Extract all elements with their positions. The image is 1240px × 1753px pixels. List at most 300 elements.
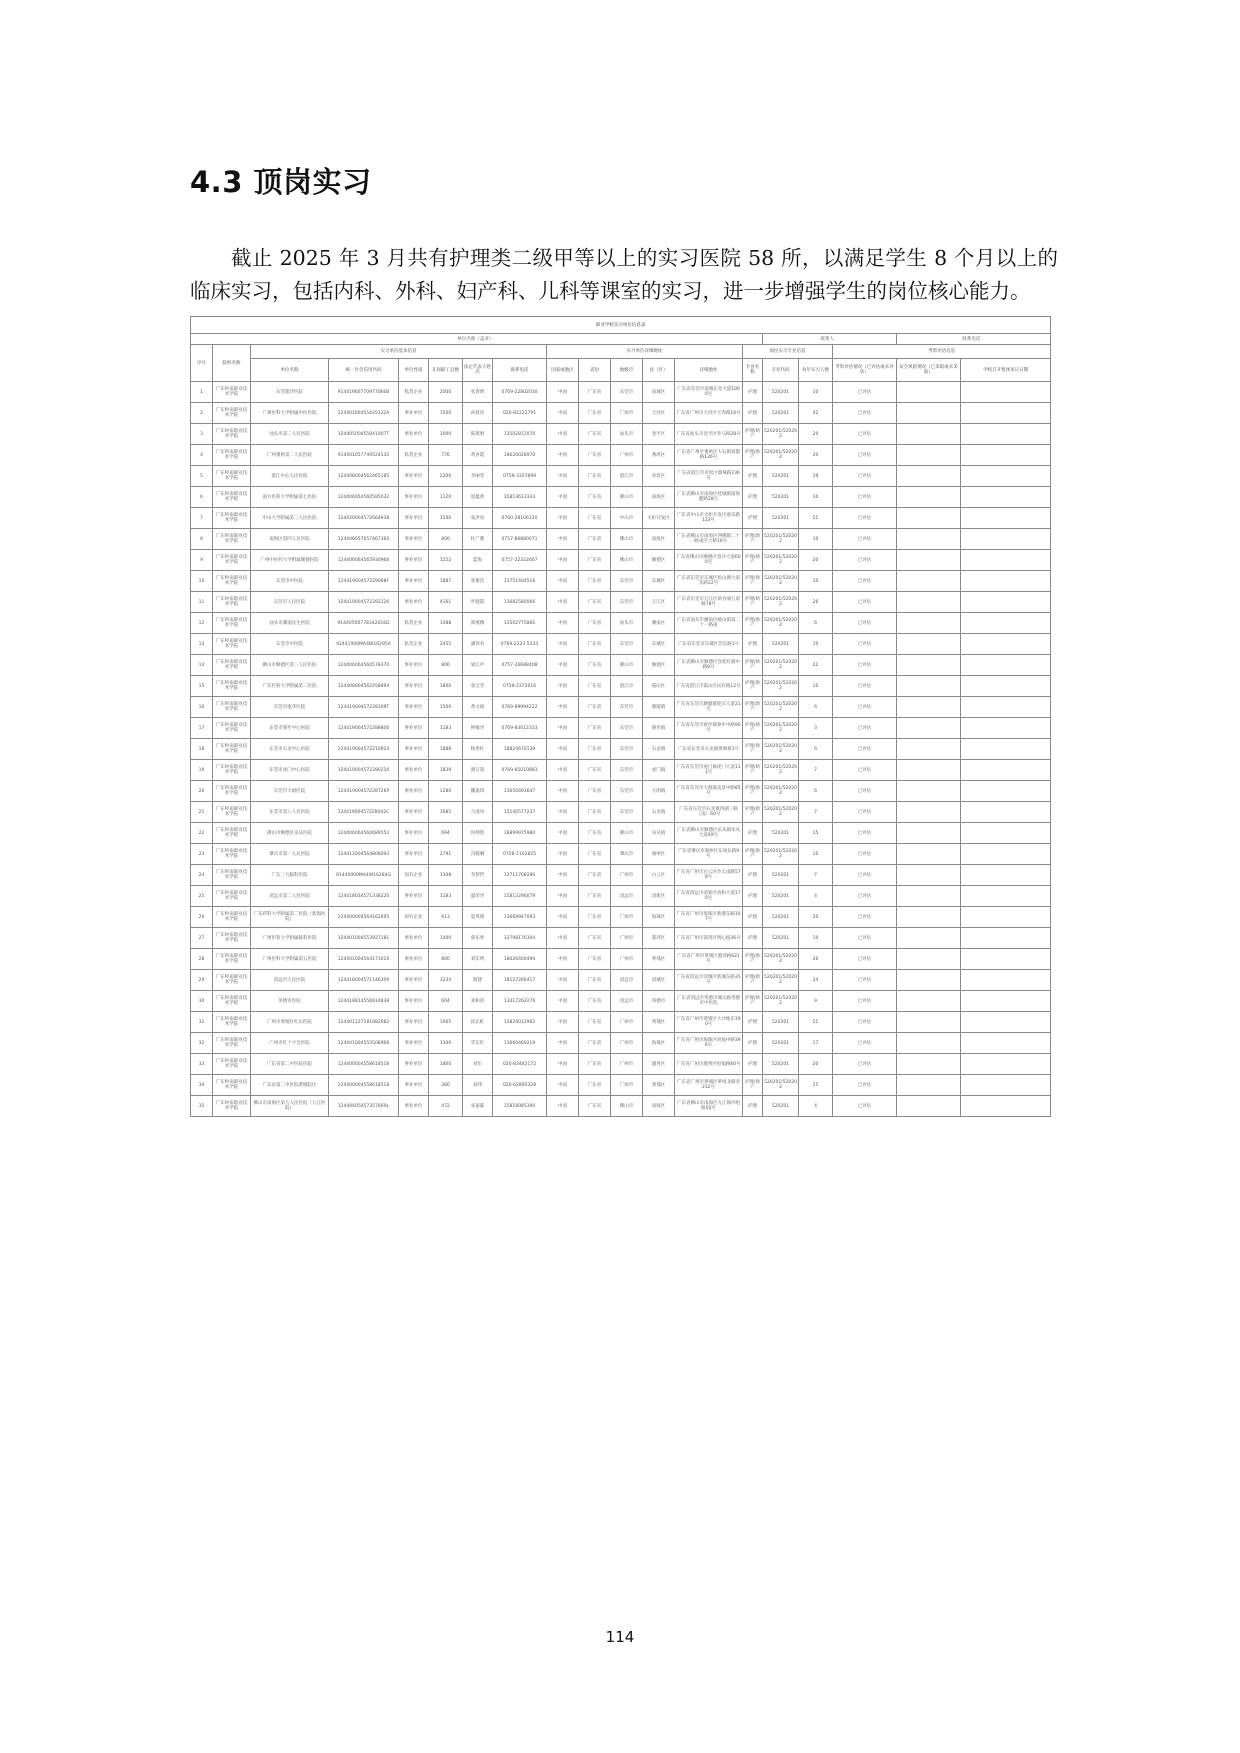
table-cell: 护理/助产	[743, 781, 763, 802]
table-row	[191, 844, 1051, 865]
table-cell: 12441900457229088F	[329, 571, 399, 592]
col-header: 安全风险情况（已采取或未采取）	[897, 359, 961, 382]
table-cell: 护理/助产	[743, 550, 763, 571]
table-cell: 广州医科大学附属第五医院	[251, 949, 329, 970]
table-cell: 0769-2223 5333	[493, 634, 547, 655]
table-cell	[897, 886, 961, 907]
table-cell: 汕头市	[611, 424, 643, 445]
table-cell	[961, 508, 1051, 529]
table-cell: 广东岭南职业技术学院	[213, 928, 251, 949]
table-cell: 广东药科大学附属第二医院（新海医院）	[251, 907, 329, 928]
col-header: 省份	[579, 359, 611, 382]
table-cell: 6	[799, 739, 833, 760]
table-row	[191, 592, 1051, 613]
table-cell: 1	[191, 382, 213, 403]
table-cell: 汕头市	[611, 613, 643, 634]
table-cell: 广东省	[579, 466, 611, 487]
table-cell: 中国	[547, 487, 579, 508]
table-cell: 东莞市中医院	[251, 634, 329, 655]
table-cell	[961, 823, 1051, 844]
table-cell	[961, 424, 1051, 445]
group-header-basic: 实习单位基本信息	[251, 345, 547, 359]
table-cell: 广州市	[611, 928, 643, 949]
table-cell: 冯晓琳	[463, 844, 493, 865]
table-cell: 已评估	[833, 781, 897, 802]
table-cell: 1252	[429, 550, 463, 571]
table-cell: 0757-22322607	[493, 550, 547, 571]
table-cell: 15	[191, 676, 213, 697]
table-cell: 中国	[547, 1075, 579, 1096]
table-cell: 事业单位	[399, 781, 429, 802]
table-cell: 私营企业	[399, 613, 429, 634]
table-cell	[961, 550, 1051, 571]
table-cell: 护理	[743, 508, 763, 529]
table-cell: 25	[191, 886, 213, 907]
table-cell: 清远市人民医院	[251, 970, 329, 991]
table-cell: 顺德区	[643, 655, 675, 676]
table-cell: 事业单位	[399, 676, 429, 697]
table-cell: 33	[191, 1054, 213, 1075]
table-cell: 南方医科大学附属第七医院	[251, 487, 329, 508]
table-cell: 21	[799, 1012, 833, 1033]
page-number: 114	[605, 1628, 635, 1646]
table-cell: 16	[191, 697, 213, 718]
table-cell: 已评估	[833, 487, 897, 508]
phone-label: 联系电话：	[897, 334, 1051, 345]
table-cell: 91440500778342016D	[329, 613, 399, 634]
table-cell: 霞山区	[643, 676, 675, 697]
table-cell: 已评估	[833, 844, 897, 865]
table-cell: 事业单位	[399, 508, 429, 529]
table-cell: 13798176304	[493, 928, 547, 949]
col-header: 单位名称	[251, 359, 329, 382]
table-cell: 中国	[547, 1054, 579, 1075]
table-cell: 124406064560689553	[329, 823, 399, 844]
table-cell: 12440100455435122A	[329, 403, 399, 424]
table-cell: 魏嘉琪	[463, 781, 493, 802]
table-cell: 广东岭南职业技术学院	[213, 655, 251, 676]
table-cell: 26	[191, 907, 213, 928]
table-cell: 护理/助产	[743, 760, 763, 781]
table-row	[191, 949, 1051, 970]
table-cell: 肇庆市	[611, 844, 643, 865]
table-cell: 124419004572288806	[329, 718, 399, 739]
table-cell: 1888	[429, 739, 463, 760]
table-cell	[897, 991, 961, 1012]
table-cell: 事业单位	[399, 655, 429, 676]
table-cell: 广东岭南职业技术学院	[213, 718, 251, 739]
table-cell: 寮步镇	[643, 718, 675, 739]
table-cell: 520201/520202	[763, 991, 799, 1012]
table-cell: 端州区	[643, 844, 675, 865]
table-cell: 广东省	[579, 676, 611, 697]
col-header: 地级市	[611, 359, 643, 382]
table-cell: 10	[799, 571, 833, 592]
unit-name-label: 单位名称（盖章）：	[191, 334, 763, 345]
table-row	[191, 928, 1051, 949]
table-cell	[961, 781, 1051, 802]
table-cell: 已评估	[833, 886, 897, 907]
table-cell	[897, 781, 961, 802]
col-header: 联系电话	[493, 359, 547, 382]
table-cell: 472	[429, 1096, 463, 1117]
table-cell: 护理/助产	[743, 802, 763, 823]
table-cell: 广东省广州市白云区沙太南路578号	[675, 865, 743, 886]
table-cell: 4	[799, 886, 833, 907]
col-header: 详细地址	[675, 359, 743, 382]
table-cell: 护理	[743, 466, 763, 487]
table-cell: 黄埔区	[643, 1075, 675, 1096]
table-cell: 佛山市	[611, 1096, 643, 1117]
table-cell: 李丽雯	[463, 466, 493, 487]
table-cell: 海珠区	[643, 907, 675, 928]
table-cell	[897, 634, 961, 655]
table-cell: 124419004572210924	[329, 739, 399, 760]
table-cell: 广东省佛山市顺德区乐从镇乐从大道49号	[675, 823, 743, 844]
table-cell: 广东省广州市黄埔区大沙地东190号	[675, 1012, 743, 1033]
table-cell: 广州市	[611, 1075, 643, 1096]
table-cell: 124412004564808093	[329, 844, 399, 865]
table-cell: 800	[429, 949, 463, 970]
table-cell: 张宝芳	[463, 676, 493, 697]
table-cell: 中国	[547, 1012, 579, 1033]
col-header: 专业代码	[763, 359, 799, 382]
table-cell: 7	[799, 802, 833, 823]
table-cell: 广州市	[611, 1054, 643, 1075]
table-cell: 中国	[547, 403, 579, 424]
table-cell: 叶晓霞	[463, 592, 493, 613]
table-cell	[897, 550, 961, 571]
table-cell: 广东省	[579, 508, 611, 529]
table-cell: 13417262276	[493, 991, 547, 1012]
table-cell: 南海区	[643, 529, 675, 550]
table-cell: 广东省东莞市南城东莞大道1000号	[675, 382, 743, 403]
table-cell: 3	[799, 718, 833, 739]
table-cell: 11	[191, 592, 213, 613]
table-row	[191, 781, 1051, 802]
table-cell	[961, 676, 1051, 697]
table-cell: 张洪亮	[463, 508, 493, 529]
table-cell: 8	[191, 529, 213, 550]
table-cell: 佛山市	[611, 655, 643, 676]
table-cell	[897, 697, 961, 718]
table-cell: 广东省	[579, 886, 611, 907]
table-cell: 10	[191, 571, 213, 592]
col-header: 单位性质	[399, 359, 429, 382]
table-cell: 护理/助产	[743, 445, 763, 466]
table-cell: 东莞市寮步中心医院	[251, 718, 329, 739]
table-cell: 护理/助产	[743, 529, 763, 550]
table-cell: 中国	[547, 928, 579, 949]
table-cell: 124406057657467360	[329, 529, 399, 550]
table-cell: 已评估	[833, 991, 897, 1012]
table-cell: 已评估	[833, 508, 897, 529]
table-cell: 广东岭南职业技术学院	[213, 697, 251, 718]
table-cell: 梁江声	[463, 655, 493, 676]
table-cell: 白云区	[643, 865, 675, 886]
table-cell	[897, 1054, 961, 1075]
table-cell: 520201/520202	[763, 571, 799, 592]
table-cell: 15813613333	[493, 487, 547, 508]
table-cell: 肇庆市第一人民医院	[251, 844, 329, 865]
table-cell: 事业单位	[399, 1033, 429, 1054]
table-cell: 广东省东莞市石龙镇黄洲祖1号	[675, 739, 743, 760]
table-cell: 23	[191, 844, 213, 865]
table-cell: 护理/助产	[743, 592, 763, 613]
table-row	[191, 718, 1051, 739]
table-cell: 9	[191, 550, 213, 571]
table-cell	[897, 1012, 961, 1033]
table-cell: 温荣华	[463, 886, 493, 907]
section-title: 4.3 顶岗实习	[190, 165, 372, 199]
table-cell: 13	[191, 634, 213, 655]
table-cell	[961, 592, 1051, 613]
table-cell: 1120	[429, 487, 463, 508]
table-cell: 广东省广州市荔湾区明心路36号	[675, 928, 743, 949]
table-cell	[897, 424, 961, 445]
table-cell: 1000	[429, 424, 463, 445]
table-cell: 孙晨洋	[463, 403, 493, 424]
table-cell: 清远市	[611, 886, 643, 907]
table-row	[191, 886, 1051, 907]
table-cell: 广东省	[579, 739, 611, 760]
table-cell: 已评估	[833, 865, 897, 886]
table-cell: 广东省	[579, 844, 611, 865]
table-cell: 520201/520202	[763, 613, 799, 634]
table-cell: 广东省汕头市金平区外马路28号	[675, 424, 743, 445]
table-cell: 2455	[429, 634, 463, 655]
table-cell: 潘伟名	[463, 634, 493, 655]
table-cell: 事业单位	[399, 886, 429, 907]
table-cell: 已评估	[833, 1075, 897, 1096]
table-cell: 事业单位	[399, 718, 429, 739]
table-cell: 广东岭南职业技术学院	[213, 1054, 251, 1075]
table-cell: 南海区第四人民医院	[251, 529, 329, 550]
table-cell	[897, 655, 961, 676]
table-cell: 13669947093	[493, 907, 547, 928]
table-cell: 广东岭南职业技术学院	[213, 382, 251, 403]
table-cell: 护理	[743, 1033, 763, 1054]
table-cell: 广东省东莞市大朗镇美景中路85号	[675, 781, 743, 802]
table-cell: 护理/助产	[743, 571, 763, 592]
table-cell: 清城区	[643, 970, 675, 991]
table-cell: 广东省	[579, 970, 611, 991]
table-cell: 10	[799, 928, 833, 949]
table-cell: 5	[191, 466, 213, 487]
table-row	[191, 970, 1051, 991]
table-cell: 东莞市康华医院	[251, 697, 329, 718]
table-cell: 10	[799, 844, 833, 865]
table-cell	[961, 1012, 1051, 1033]
table-cell: 中国	[547, 571, 579, 592]
table-cell: 520201	[763, 466, 799, 487]
table-cell: 31	[191, 1012, 213, 1033]
table-cell: 番禺区	[643, 445, 675, 466]
table-cell: 520201/520202	[763, 445, 799, 466]
table-cell: 护理	[743, 487, 763, 508]
table-cell: 694	[429, 823, 463, 844]
table-cell: 124408004562458894	[329, 676, 399, 697]
table-cell: 广东岭南职业技术学院	[213, 1012, 251, 1033]
table-cell: 广东省	[579, 823, 611, 844]
table-cell: 广东省东莞市石龙镇西湖三路（南）60号	[675, 802, 743, 823]
table-cell: 21	[799, 508, 833, 529]
table-cell: 520201	[763, 928, 799, 949]
table-cell: 中国	[547, 949, 579, 970]
table-cell: 南海区	[643, 1096, 675, 1117]
table-cell: 91441900770977066B	[329, 382, 399, 403]
table-cell: 广东省	[579, 487, 611, 508]
table-cell: 已评估	[833, 655, 897, 676]
table-cell: 护理/助产	[743, 970, 763, 991]
table-cell: 广东省	[579, 865, 611, 886]
table-cell: 中国	[547, 991, 579, 1012]
table-cell: 124418004571146309	[329, 970, 399, 991]
table-cell: 广州医科大学附属脑科医院	[251, 928, 329, 949]
table-cell: 荔湾区	[643, 928, 675, 949]
table-cell: 事业单位	[399, 928, 429, 949]
table-cell: 1400	[429, 928, 463, 949]
table-cell: 英德市	[643, 991, 675, 1012]
table-cell: 护理/助产	[743, 718, 763, 739]
table-cell: 佛山市	[611, 529, 643, 550]
table-cell: 华东红	[463, 1033, 493, 1054]
table-cell: 东莞康华医院	[251, 382, 329, 403]
table-cell: 广东省广州市黄埔区港湾路621号	[675, 949, 743, 970]
table-cell: 124401127181982682	[329, 1012, 399, 1033]
table-cell: 13824012962	[493, 1012, 547, 1033]
col-header: 每年实习人数	[799, 359, 833, 382]
table-cell	[897, 928, 961, 949]
table-cell: 13751404516	[493, 571, 547, 592]
col-header: 专业名称	[743, 359, 763, 382]
table-row	[191, 1096, 1051, 1117]
table-cell: 事业单位	[399, 1012, 429, 1033]
table-cell: 32	[191, 1033, 213, 1054]
table-cell: 42	[799, 403, 833, 424]
table-cell: 佛山市顺德区乐从医院	[251, 823, 329, 844]
table-cell: 22	[191, 823, 213, 844]
table-cell: 夏英瑞	[463, 907, 493, 928]
table-cell: 中国	[547, 424, 579, 445]
table-cell: 广东岭南职业技术学院	[213, 529, 251, 550]
table-cell: 0759-2372016	[493, 676, 547, 697]
table-cell: 潮南区	[643, 613, 675, 634]
table-cell: 18824670139	[493, 739, 547, 760]
table-cell: 中国	[547, 676, 579, 697]
table-cell: 事业单位	[399, 1096, 429, 1117]
table-cell: 520201	[763, 1033, 799, 1054]
group-header-address: 实习单位详细地址	[547, 345, 743, 359]
table-row	[191, 613, 1051, 634]
table-cell: 中国	[547, 1033, 579, 1054]
table-cell	[961, 907, 1051, 928]
table-cell	[961, 529, 1051, 550]
table-cell: 中国	[547, 781, 579, 802]
table-cell: 29	[191, 970, 213, 991]
table-cell: 国有企业	[399, 865, 429, 886]
table-cell: 已评估	[833, 403, 897, 424]
table-cell: 0769-83012333	[493, 718, 547, 739]
table-cell: 21	[191, 802, 213, 823]
table-cell: 广州市	[611, 1012, 643, 1033]
table-cell: 广州市红十字会医院	[251, 1033, 329, 1054]
table-cell: 124406054560595032	[329, 487, 399, 508]
table-cell: 护理/助产	[743, 613, 763, 634]
table-cell: 18	[191, 739, 213, 760]
table-cell: 13502775860	[493, 613, 547, 634]
table-cell: 佛山市	[611, 823, 643, 844]
table-cell: 东莞市石龙中心医院	[251, 739, 329, 760]
table-cell: 20	[799, 907, 833, 928]
table-cell: 广东三九脑科医院	[251, 865, 329, 886]
table-cell: 事业单位	[399, 991, 429, 1012]
table-cell: 东莞市第八人民医院	[251, 802, 329, 823]
table-cell: 广东省	[579, 907, 611, 928]
table-cell: 海珠区	[643, 1033, 675, 1054]
table-cell: 广东省清远市英德市城关路英德市中医院	[675, 991, 743, 1012]
table-cell	[961, 949, 1051, 970]
table-cell: 1280	[429, 781, 463, 802]
table-cell: 事业单位	[399, 550, 429, 571]
table-cell: 124400004558618518	[329, 1075, 399, 1096]
table-cell: 湛江市	[611, 676, 643, 697]
table-cell: 广东省	[579, 697, 611, 718]
table-cell	[961, 466, 1051, 487]
table-cell: 14	[191, 655, 213, 676]
table-row	[191, 823, 1051, 844]
table-cell: 520201/520202	[763, 550, 799, 571]
table-cell	[897, 760, 961, 781]
table-cell: 25	[799, 1075, 833, 1096]
table-cell: 广东岭南职业技术学院	[213, 634, 251, 655]
table-cell: 东莞市	[611, 760, 643, 781]
table-cell: 清远市	[611, 991, 643, 1012]
table-cell: 事业单位	[399, 1075, 429, 1096]
table-cell: 已评估	[833, 760, 897, 781]
table-cell: 124401004564171010	[329, 949, 399, 970]
table-cell: 520201/520202	[763, 697, 799, 718]
table-cell: 2791	[429, 844, 463, 865]
table-cell: 中山市	[611, 508, 643, 529]
table-cell: 清新区	[643, 886, 675, 907]
table-cell: 佛山市南海区第九人民医院（九江医院）	[251, 1096, 329, 1117]
table-cell: 广东省广州市海珠区同福中路396号	[675, 1033, 743, 1054]
table-cell: 中国	[547, 697, 579, 718]
table-cell: 护理	[743, 1054, 763, 1075]
table-cell	[897, 949, 961, 970]
table-cell: 18620028970	[493, 445, 547, 466]
table-cell: 17	[799, 1033, 833, 1054]
table-cell: 已评估	[833, 634, 897, 655]
table-cell	[961, 1096, 1051, 1117]
table-cell: 19	[191, 760, 213, 781]
table-cell: 124400004558618518	[329, 1054, 399, 1075]
table-cell: 东莞市	[611, 592, 643, 613]
table-cell: 广东省广州市天河区天寿路16号	[675, 403, 743, 424]
col-header: 院校名称	[213, 345, 251, 382]
table-cell: 613	[429, 907, 463, 928]
table-cell: 520201/520202	[763, 655, 799, 676]
table-row	[191, 760, 1051, 781]
table-cell: 520201/520202	[763, 676, 799, 697]
table-cell: 124401004553927181	[329, 928, 399, 949]
col-header: 学校召开集体审议日期	[961, 359, 1051, 382]
table-cell: 中国	[547, 760, 579, 781]
table-cell: 广东岭南职业技术学院	[213, 676, 251, 697]
table-cell: 广东省湛江市霞山区民有路12号	[675, 676, 743, 697]
internship-table	[190, 316, 1051, 1117]
